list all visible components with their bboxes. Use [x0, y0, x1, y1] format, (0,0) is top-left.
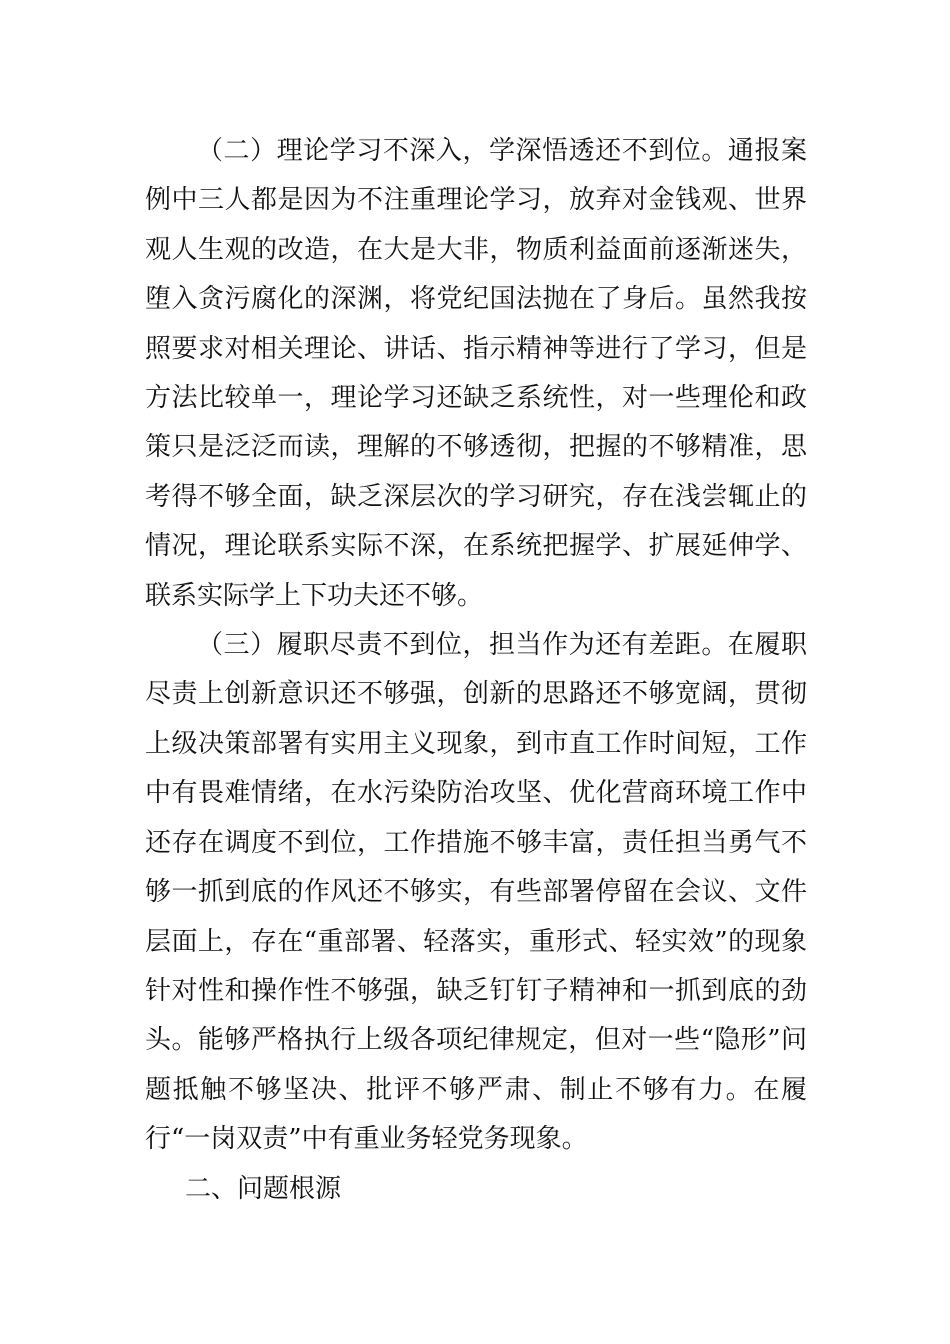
section-heading: 二、问题根源: [185, 1173, 342, 1204]
document-body: [145, 127, 807, 1214]
paragraph-duty-performance: （三）履职尽责不到位，担当作为还有差距。在履职尽责上创新意识还不够强，创新的思路还不够宽阔，贯彻上级决策部署有实用主义现象，到市直工作时间短，工作中有畏难情绪，在水污染防治攻坚、优化营商环境工作中还存在调度不到位，工作措施不够丰富，责任担当勇气不够一抓到底的作风还不够实，有些部署停留在会议、文件层面上，存在“重部署、轻落实，重形式、轻实效”的现象针对性和操作性不够强，缺乏钉钉子精神和一抓到底的劲头。能够严格执行上级各项纪律规定，但对一些“隐形”问题抵触不够坚决、批评不够严肃、制止不够有力。在履行“一岗双责”中有重业务轻党务现象。: [145, 630, 807, 1155]
paragraph-theory-study: （二）理论学习不深入，学深悟透还不到位。通报案例中三人都是因为不注重理论学习，放弃对金钱观、世界观人生观的改造，在大是大非，物质利益面前逐渐迷失，堕入贪污腐化的深渊，将党纪国法抛在了身后。虽然我按照要求对相关理论、讲话、指示精神等进行了学习，但是方法比较单一，理论学习还缺乏系统性，对一些理伦和政策只是泛泛而读，理解的不够透彻，把握的不够精准，思考得不够全面，缺乏深层次的学习研究，存在浅尝辄止的情况，理论联系实际不深，在系统把握学、扩展延伸学、联系实际学上下功夫还不够。: [145, 136, 807, 611]
